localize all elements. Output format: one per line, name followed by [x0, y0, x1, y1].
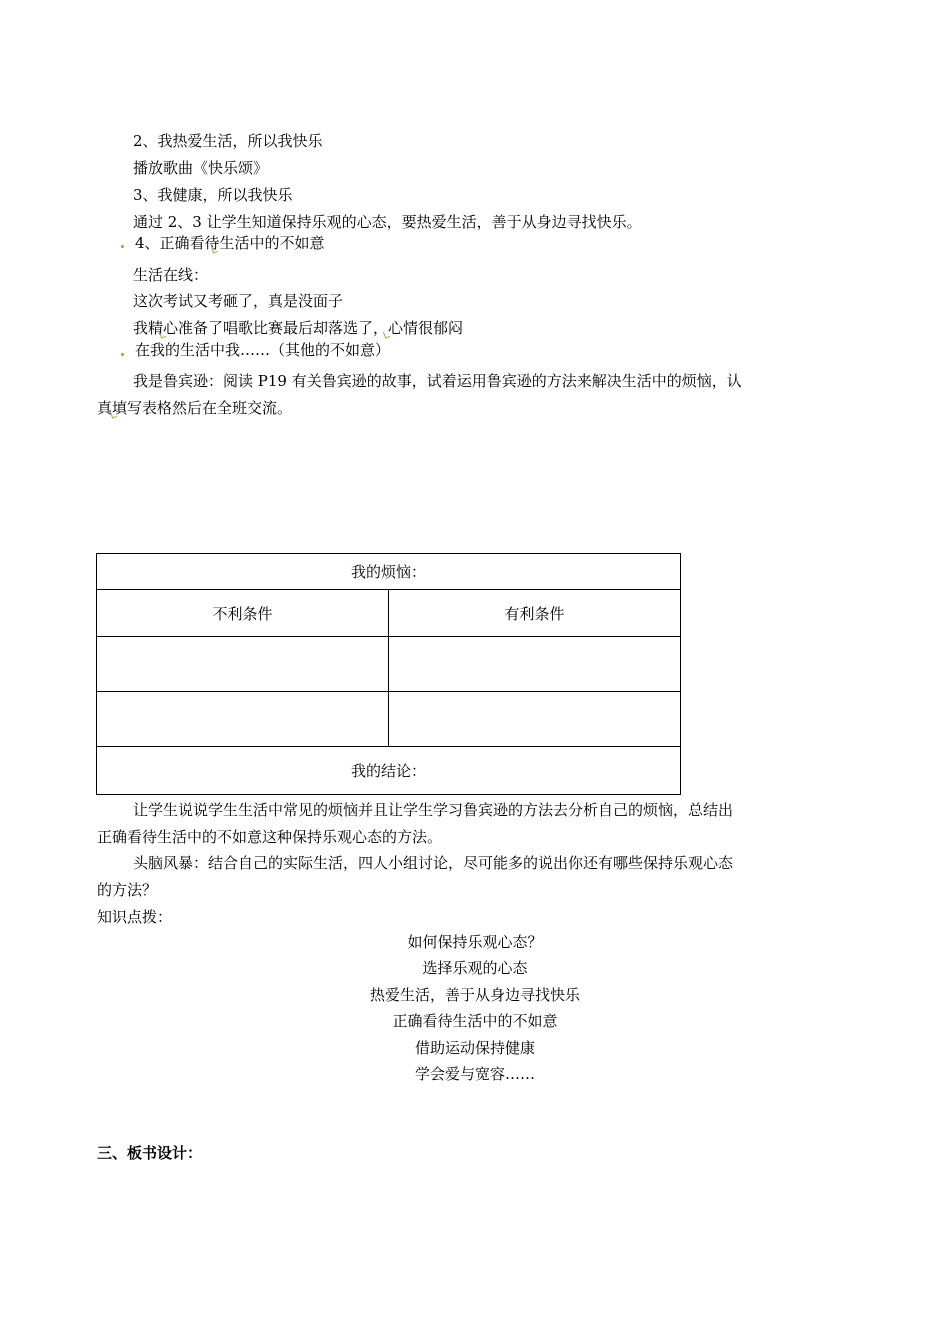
table-header-worry: 我的烦恼： — [97, 554, 681, 590]
table-cell-empty — [389, 692, 681, 747]
summary-item: 学会爱与宽容…… — [414, 1065, 535, 1083]
edit-marker-icon — [121, 353, 124, 356]
line-love-life: 2、我热爱生活，所以我快乐 — [133, 132, 323, 150]
para-students-2: 正确看待生活中的不如意这种保持乐观心态的方法。 — [97, 828, 443, 846]
summary-item: 正确看待生活中的不如意 — [392, 1012, 558, 1030]
summary-item: 借助运动保持健康 — [414, 1039, 535, 1057]
table-cell-empty — [97, 692, 389, 747]
para-robinson-1: 我是鲁宾逊：阅读 P19 有关鲁宾逊的故事，试着运用鲁宾逊的方法来解决生活中的烦恼，认 — [133, 372, 742, 390]
table-col-unfavorable: 不利条件 — [97, 590, 389, 637]
para-robinson-2: 真填写表格然后在全班交流。 — [97, 399, 293, 417]
line-my-life: 在我的生活中我……（其他的不如意） — [135, 341, 391, 359]
summary-item: 选择乐观的心态 — [422, 959, 528, 977]
line-healthy: 3、我健康，所以我快乐 — [133, 186, 293, 204]
summary-item: 热爱生活，善于从身边寻找快乐 — [369, 986, 580, 1004]
edit-marker-icon — [121, 245, 124, 248]
section-title-board-design: 三、板书设计： — [97, 1144, 203, 1162]
para-students-1: 让学生说说学生生活中常见的烦恼并且让学生学习鲁宾逊的方法去分析自己的烦恼，总结出 — [133, 801, 734, 819]
line-exam: 这次考试又考砸了，真是没面子 — [133, 292, 344, 310]
table-footer-conclusion: 我的结论： — [97, 747, 681, 795]
line-correct-view: 4、正确看待生活中的不如意 — [135, 234, 325, 252]
table-cell-empty — [389, 637, 681, 692]
table-col-favorable: 有利条件 — [389, 590, 681, 637]
knowledge-heading: 知识点拨： — [97, 908, 173, 926]
table-cell-empty — [97, 637, 389, 692]
line-life-online: 生活在线： — [133, 266, 209, 284]
line-conclusion-2-3: 通过 2、3 让学生知道保持乐观的心态，要热爱生活，善于从身边寻找快乐。 — [133, 213, 642, 231]
summary-item: 如何保持乐观心态？ — [407, 933, 543, 951]
line-play-song: 播放歌曲《快乐颂》 — [133, 159, 269, 177]
para-brainstorm-2: 的方法？ — [97, 881, 158, 899]
worry-table — [96, 553, 681, 795]
para-brainstorm-1: 头脑风暴：结合自己的实际生活，四人小组讨论，尽可能多的说出你还有哪些保持乐观心态 — [133, 854, 734, 872]
line-singing: 我精心准备了唱歌比赛最后却落选了，心情很郁闷 — [133, 319, 464, 337]
